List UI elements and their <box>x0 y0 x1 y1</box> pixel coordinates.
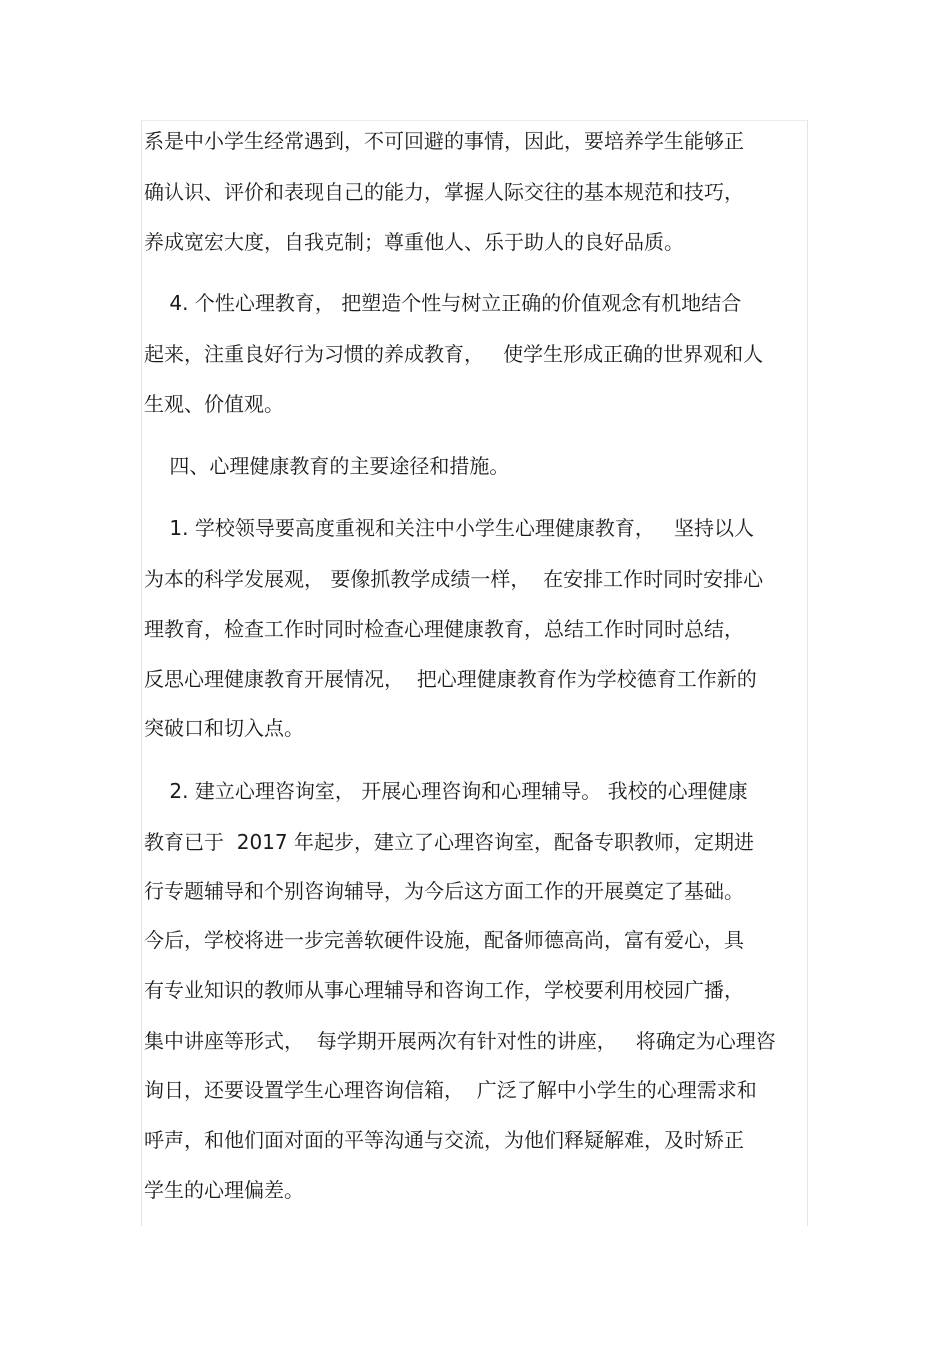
text-line: 询日，还要设置学生心理咨询信箱， 广泛了解中小学生的心理需求和 <box>144 1078 757 1102</box>
text-line: 今后，学校将进一步完善软硬件设施，配备师德高尚，富有爱心，具 <box>144 928 744 952</box>
text-line: 4. 个性心理教育， 把塑造个性与树立正确的价值观念有机地结合 <box>144 291 742 315</box>
text-line: 理教育，检查工作时同时检查心理健康教育，总结工作时同时总结， <box>144 617 744 641</box>
text-line: 行专题辅导和个别咨询辅导，为今后这方面工作的开展奠定了基础。 <box>144 879 744 903</box>
text-line: 2. 建立心理咨询室， 开展心理咨询和心理辅导。 我校的心理健康 <box>144 779 748 803</box>
text-line: 学生的心理偏差。 <box>144 1178 304 1202</box>
text-line: 突破口和切入点。 <box>144 716 304 740</box>
text-line: 教育已于 2017 年起步，建立了心理咨询室，配备专职教师，定期进 <box>144 830 754 854</box>
text-line: 呼声，和他们面对面的平等沟通与交流，为他们释疑解难，及时矫正 <box>144 1128 744 1152</box>
text-line: 集中讲座等形式， 每学期开展两次有针对性的讲座， 将确定为心理咨 <box>144 1029 776 1053</box>
text-line: 养成宽宏大度，自我克制；尊重他人、乐于助人的良好品质。 <box>144 230 684 254</box>
text-line: 1. 学校领导要高度重视和关注中小学生心理健康教育， 坚持以人 <box>144 516 754 540</box>
text-line: 确认识、评价和表现自己的能力，掌握人际交往的基本规范和技巧， <box>144 180 744 204</box>
text-line: 系是中小学生经常遇到，不可回避的事情，因此，要培养学生能够正 <box>144 129 744 153</box>
text-line: 为本的科学发展观， 要像抓教学成绩一样， 在安排工作时同时安排心 <box>144 567 764 591</box>
text-line: 有专业知识的教师从事心理辅导和咨询工作，学校要利用校园广播， <box>144 978 744 1002</box>
text-line: 反思心理健康教育开展情况， 把心理健康教育作为学校德育工作新的 <box>144 667 757 691</box>
text-line: 起来，注重良好行为习惯的养成教育， 使学生形成正确的世界观和人 <box>144 342 764 366</box>
text-line: 生观、价值观。 <box>144 392 284 416</box>
section-heading: 四、心理健康教育的主要途径和措施。 <box>144 454 510 478</box>
